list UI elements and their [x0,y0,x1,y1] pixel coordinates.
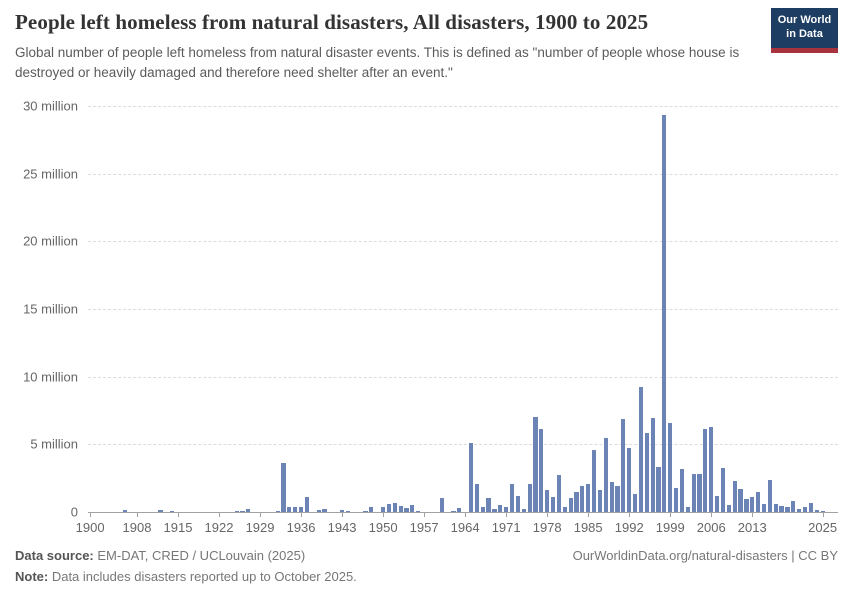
x-axis-label-1999: 1999 [655,520,685,535]
bar-2000[interactable] [674,488,678,512]
bar-2005[interactable] [703,429,707,512]
bar-1914[interactable] [170,511,174,512]
bar-1948[interactable] [369,507,373,512]
page-title: People left homeless from natural disasters, All disasters, 1900 to 2025 [15,10,649,34]
x-axis-label-2013: 2013 [737,520,767,535]
bar-1952[interactable] [393,503,397,512]
bar-2011[interactable] [738,489,742,512]
bar-chart-plot-area [0,100,850,540]
bar-1950[interactable] [381,507,385,512]
bar-1967[interactable] [481,507,485,512]
bar-2013[interactable] [750,497,754,512]
x-tick-mark-1936 [301,513,302,517]
bar-1932[interactable] [276,511,280,512]
x-tick-mark-2013 [752,513,753,517]
gridline-15m [88,309,838,310]
bar-1940[interactable] [322,509,326,512]
owid-logo-line2: in Data [786,28,823,40]
bar-1956[interactable] [416,511,420,512]
bar-2024[interactable] [815,510,819,512]
x-tick-mark-1985 [588,513,589,517]
x-tick-mark-1950 [383,513,384,517]
bar-2002[interactable] [686,507,690,512]
x-tick-mark-1922 [219,513,220,517]
x-tick-mark-1978 [547,513,548,517]
gridline-10m [88,377,838,378]
bar-2016[interactable] [768,480,772,512]
bar-1962[interactable] [451,511,455,512]
bar-2022[interactable] [803,507,807,512]
x-axis-label-1915: 1915 [163,520,193,535]
gridline-30m [88,106,838,107]
owid-url-link[interactable]: OurWorldinData.org/natural-disasters | CC BY [572,548,838,563]
bar-1994[interactable] [639,387,643,512]
y-axis-label-20: 20 million [23,233,78,249]
bar-2010[interactable] [733,481,737,512]
bar-1978[interactable] [545,490,549,512]
bar-2025[interactable] [821,511,825,512]
bar-1976[interactable] [533,417,537,512]
bar-1980[interactable] [557,475,561,512]
bar-1993[interactable] [633,494,637,512]
bar-1912[interactable] [158,510,162,512]
owid-logo-line1: Our World [777,14,832,27]
x-axis-label-1964: 1964 [450,520,480,535]
y-axis-label-30: 30 million [23,98,78,114]
note-label: Note: [15,569,49,584]
y-axis-label-5: 5 million [30,436,78,452]
bar-2021[interactable] [797,509,801,512]
x-axis-label-2025: 2025 [808,520,838,535]
bar-1960[interactable] [440,498,444,512]
bar-1987[interactable] [598,490,602,512]
x-axis-label-1971: 1971 [491,520,521,535]
x-tick-mark-1999 [670,513,671,517]
bar-1977[interactable] [539,429,543,512]
bar-1982[interactable] [569,498,573,512]
x-tick-mark-1900 [90,513,91,517]
chart-subtitle: Global number of people left homeless from natural disaster events. This is defined as "number of people whose house is destroyed or heavily damaged and therefore need shelter after an event." [15,45,740,81]
note-value: Data includes disasters reported up to October 2025. [48,569,357,584]
bar-2001[interactable] [680,469,684,512]
bar-1969[interactable] [492,509,496,512]
bar-2019[interactable] [785,507,789,512]
x-tick-mark-1971 [506,513,507,517]
bar-1947[interactable] [363,511,367,512]
bar-1996[interactable] [651,418,655,512]
bar-1926[interactable] [240,511,244,512]
bar-1998[interactable] [662,115,666,512]
bar-1995[interactable] [645,433,649,512]
x-axis-label-1978: 1978 [532,520,562,535]
x-tick-mark-1992 [629,513,630,517]
x-axis-label-1908: 1908 [122,520,152,535]
bar-1990[interactable] [615,486,619,512]
bar-1906[interactable] [123,510,127,512]
gridline-20m [88,241,838,242]
bar-1983[interactable] [574,492,578,512]
bar-2023[interactable] [809,503,813,512]
bar-1951[interactable] [387,504,391,512]
bar-1981[interactable] [563,507,567,512]
bar-1985[interactable] [586,484,590,512]
x-axis-label-1957: 1957 [409,520,439,535]
x-tick-mark-1929 [260,513,261,517]
bar-1984[interactable] [580,486,584,512]
x-axis-label-1929: 1929 [245,520,275,535]
bar-1975[interactable] [528,484,532,512]
bar-2007[interactable] [715,496,719,512]
bar-1973[interactable] [516,496,520,512]
bar-1989[interactable] [610,482,614,512]
y-axis-label-10: 10 million [23,369,78,385]
chart-note [15,569,838,584]
bar-1925[interactable] [235,511,239,512]
bar-1992[interactable] [627,448,631,512]
bar-1997[interactable] [656,467,660,512]
x-axis-label-1992: 1992 [614,520,644,535]
bar-1953[interactable] [399,506,403,512]
bar-1988[interactable] [604,438,608,512]
data-source-label: Data source: [15,548,94,563]
bar-1934[interactable] [287,507,291,512]
x-axis-label-1922: 1922 [204,520,234,535]
x-axis-label-1900: 1900 [75,520,105,535]
bar-2003[interactable] [692,474,696,512]
bar-1936[interactable] [299,507,303,512]
gridline-5m [88,444,838,445]
gridline-0m [88,512,838,513]
bar-1979[interactable] [551,497,555,512]
bar-1955[interactable] [410,505,414,512]
bar-2015[interactable] [762,504,766,512]
chart-footer [15,548,838,584]
x-axis-label-1936: 1936 [286,520,316,535]
bar-1966[interactable] [475,484,479,512]
bar-2008[interactable] [721,468,725,512]
x-axis-label-1985: 1985 [573,520,603,535]
bar-1991[interactable] [621,419,625,512]
bar-1986[interactable] [592,450,596,512]
bar-1935[interactable] [293,507,297,512]
bar-1970[interactable] [498,505,502,512]
bar-2018[interactable] [779,506,783,512]
bar-2006[interactable] [709,427,713,512]
x-axis-label-2006: 2006 [696,520,726,535]
owid-logo[interactable] [771,8,838,53]
bar-1933[interactable] [281,463,285,512]
bar-1927[interactable] [246,509,250,512]
x-tick-mark-1957 [424,513,425,517]
bar-1972[interactable] [510,484,514,512]
bar-1968[interactable] [486,498,490,512]
x-tick-mark-1964 [465,513,466,517]
bar-1944[interactable] [346,511,350,512]
x-tick-mark-1943 [342,513,343,517]
bar-1963[interactable] [457,508,461,512]
x-axis-label-1950: 1950 [368,520,398,535]
x-tick-mark-2025 [823,513,824,517]
bar-1971[interactable] [504,507,508,512]
bar-2020[interactable] [791,501,795,513]
bar-1937[interactable] [305,497,309,512]
bar-2017[interactable] [774,504,778,512]
bar-2009[interactable] [727,505,731,512]
bar-1974[interactable] [522,509,526,512]
bar-1943[interactable] [340,510,344,512]
owid-logo-text [778,14,832,42]
chart-header [15,10,765,84]
bar-2004[interactable] [697,474,701,512]
x-tick-mark-1908 [137,513,138,517]
y-axis-label-25: 25 million [23,166,78,182]
y-axis-label-0: 0 [70,504,78,520]
bar-1965[interactable] [469,443,473,512]
gridline-25m [88,174,838,175]
bar-2014[interactable] [756,492,760,512]
y-axis-label-15: 15 million [23,301,78,317]
data-source-value: EM-DAT, CRED / UCLouvain (2025) [93,548,306,563]
x-tick-mark-1915 [178,513,179,517]
x-tick-mark-2006 [711,513,712,517]
data-source [15,548,305,563]
x-axis-label-1943: 1943 [327,520,357,535]
bar-1954[interactable] [404,508,408,512]
bar-1939[interactable] [317,510,321,512]
bar-1999[interactable] [668,423,672,512]
bar-2012[interactable] [744,499,748,512]
